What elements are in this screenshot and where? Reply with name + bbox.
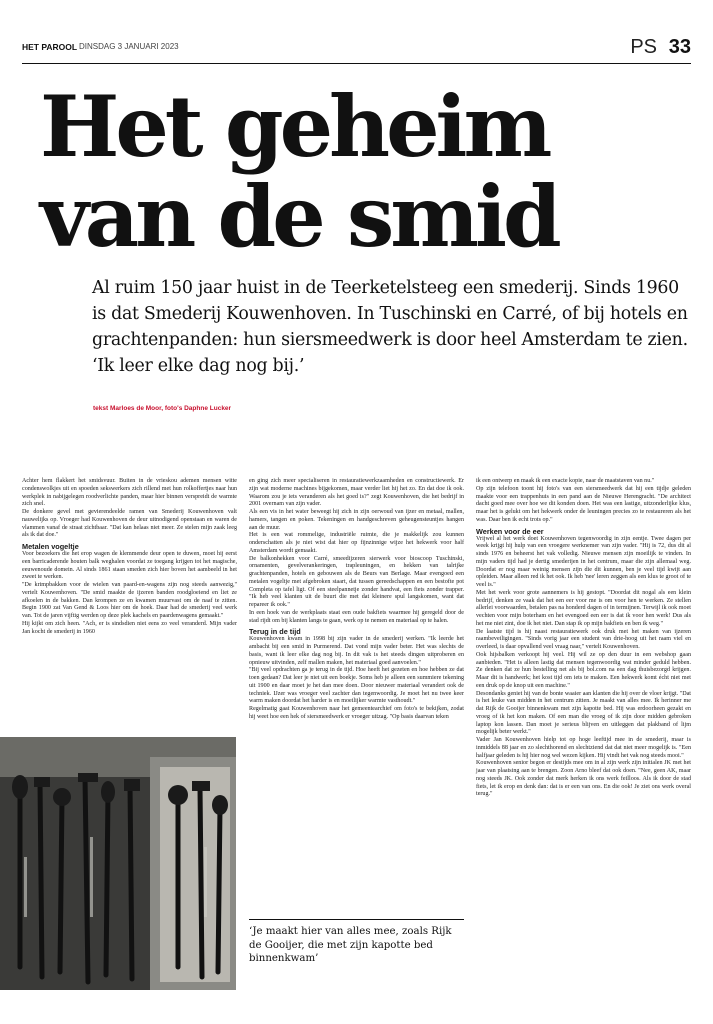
paragraph: Op zijn telefoon toont hij foto's van een siersmeedwerk dat hij een tijdje geleden maakte voor een trappenhuis in een pand aan de Nieuwe Herengracht. "De architect dacht goed mee over hoe we dit konden doen. Het was een lastige, uitzonderlijke klus, maar het is gelukt om het hekwerk onder de leuningen precies zo te restaureren als het was. Daar ben ik echt trots op." xyxy=(476,485,691,523)
paragraph: In een hoek van de werkplaats staat een oude bakfiets waarmee hij geregeld door de stad rijdt om bij klanten langs te gaan, werk op te nemen en materiaal op te halen. xyxy=(249,609,464,624)
paragraph: Kouwenhoven senior begon er destijds mee om in al zijn werk zijn initialen JK met het jaar van plaatsing aan te brengen. Zoon Arno bleef dat ook doen. "Nee, geen AK, maar nog steeds JK. Ook zonder dat merk herken ik ons werk feilloos. Als ik door de stad fiets, let ik erop en denk dan: dat is er een van ons. En die ook! Je ziet ons werk overal terug." xyxy=(476,760,691,798)
masthead xyxy=(22,36,691,62)
paragraph: "Bij veel opdrachten ga je terug in de tijd. Hoe heeft het gezeten en hoe hebben ze dat toen gedaan? Dat leer je niet uit een boekje. Soms heb je alleen een summiere tekening uit 1900 en daar moet je het dan mee doen. Door nieuwer materiaal verandert ook de techniek. IJzer was vroeger veel zachter dan tegenwoordig. Je moet het nu twee keer warm maken doordat het harder is en moeilijker warmte vasthoudt." xyxy=(249,667,464,705)
subheading: Metalen vogeltje xyxy=(22,542,79,551)
paragraph: ik een ontwerp en maak ik een exacte kopie, naar de maatstaven van nu." xyxy=(476,478,655,484)
paragraph: Met het werk voor grote aannemers is hij gestopt. "Doordat dit nogal als een klein bedrijf, denken ze vaak dat het een eer voor me is om voor hen te werken. Ze stellen allerlei voorwaarden, betalen pas na honderd dagen of in termijnen. Terwijl ik ook moet vechten voor mijn boterham en het evengoed een eer is dat ik voor hen werk! Dus als het me niet zint, doe ik het niet. Dan stap ik op mijn bakfiets en ben ik weg." xyxy=(476,589,691,627)
paragraph: Het is een wat rommelige, industriële ruimte, die je makkelijk zou kunnen onderschatten als je niet wist dat hier op fijnzinnige wijze het hekwerk voor half Amsterdam wordt gemaakt. xyxy=(249,532,464,554)
article-column-2 xyxy=(249,478,464,722)
paragraph: Kouwenhoven kwam in 1998 bij zijn vader in de smederij werken. "Ik leerde het ambacht bij een smid in Purmerend. Dat vond mijn vader beter. Het was slechts de basis, want ik leer elke dag nog bij. In dit vak is het steeds dingen uitproberen en opnieuw uitvinden, zelf mallen maken, het materiaal goed aanvoelen." xyxy=(249,636,464,666)
subheading: Werken voor de eer xyxy=(476,526,544,536)
article-column-1 xyxy=(22,478,237,636)
paragraph: Desondanks geniet hij van de bonte waaier aan klanten die hij over de vloer krijgt. "Dat is het leuke van midden in het centrum zitten. Je maakt van alles mee. Ik herinner me dat Rijk de Gooijer binnenkwam met zijn kapotte bed. Hij was erdoorheen gezakt en vroeg of ik het kon maken. Of een man die vroeg of ik zijn door midden gebroken laptop kon lassen. Dan moet je serieus blijven en uitleggen dat plakband of lijm mogelijk beter werkt." xyxy=(476,690,691,736)
article-column-3 xyxy=(476,478,691,799)
section-label: PS xyxy=(630,36,657,58)
issue-date: DINSDAG 3 JANUARI 2023 xyxy=(79,42,179,51)
paragraph: Achter hem flakkert het smidsvuur. Buiten in de vrieskou ademen mensen witte condenswolkjes uit en spoeden sekswerkers zich rillend met hun rolkoffertjes naar hun werkplek in nabijgelegen roodverlichte panden, maar hier binnen verspreidt de warmte zich snel. xyxy=(22,478,237,508)
paragraph: "De krimpbakken voor de wielen van paard-en-wagens zijn nog steeds aanwezig," vertelt Kouwenhoven. "De smid maakte de ijzeren banden roodgloeiend en liet ze afkoelen in de bakken. Dan krompen ze en kwamen muurvast om de naaf te zitten. Begin 1900 zat Van Gend & Loos hier om de hoek. Daar had de smederij veel werk van. Tot de jaren vijftig werden op deze plek kachels en paardenwagens gemaakt." xyxy=(22,582,237,619)
newspaper-name: HET PAROOL xyxy=(22,42,78,52)
paragraph: Voor bezoekers die het erop wagen de klemmende deur open te duwen, moet hij eerst een barricaderende houten balk weghalen voordat ze toegang krijgen tot het magische, eeuwenoude domein. Al sinds 1861 staan smeden zich hier boven het aambeeld in het zweet te werken. xyxy=(22,551,237,581)
smithy-tools-photo xyxy=(0,737,236,990)
paragraph: Regelmatig gaat Kouwenhoven naar het gemeentearchief om foto's te bekijken, zodat hij weet hoe een hek of siersmeedwerk er vroeger uitzag. "Op basis daarvan teken xyxy=(249,706,464,720)
page-number: 33 xyxy=(668,36,691,58)
headline-line-2: van de smid xyxy=(40,167,558,266)
masthead-rule xyxy=(22,63,691,64)
paragraph: en ging zich meer specialiseren in restauratiewerkzaamheden en constructiewerk. Er zijn wat moderne machines bijgekomen, maar verder liet hij het zo. En dat doe ik ook. Waarom zou je iets veranderen als het goed is?" zegt Kouwenhoven, die het bedrijf in 2001 overnam van zijn vader. xyxy=(249,478,464,508)
subheading: Terug in de tijd xyxy=(249,627,301,637)
pullquote-rule xyxy=(249,919,464,920)
paragraph: De laatste tijd is hij naast restauratiewerk ook druk met het maken van ijzeren raambeveiligingen. "Sinds vorig jaar een student van drie-hoog uit het raam viel en overleed, is daar opvallend veel vraag naar," vertelt Kouwenhoven. xyxy=(476,628,691,650)
paragraph: De balkonhekken voor Carré, smeedijzeren sierwerk voor bioscoop Tuschinski, ornamenten, gevelverankeringen, trapleuningen, en hekken van talrijke grachtenpanden, hotels en gebouwen als de Beurs van Berlage. Maar evengoed een metalen vogeltje met afgebroken staart, dat tussen gereedschappen en een bestofte pot Completa op tafel ligt. Of een steelpannetje zonder handvat, een fiets zonder trapper. "Ik heb veel klanten uit de buurt die met dat kleinere spul langskomen, want dat repareer ik ook." xyxy=(249,555,464,608)
paragraph: Hij kijkt om zich heen. "Ach, er is sindsdien niet eens zo veel veranderd. Mijn vader Jan kocht de smederij in 1960 xyxy=(22,620,237,635)
pullquote: ‘Je maakt hier van alles mee, zoals Rijk de Gooijer, die met zijn kapotte bed binnenkwam’ xyxy=(249,926,452,964)
intro-paragraph: Al ruim 150 jaar huist in de Teerketelsteeg een smederij. Sinds 1960 is dat Smederij Kouwenhoven. In Tuschinski en Carré, of bij hotels en grachtenpanden: hun siersmeedwerk is door heel Amsterdam te zien. ‘Ik leer elke dag nog bij.’ xyxy=(92,278,688,376)
paragraph: De donkere gevel met gevierendeelde ramen van Smederij Kouwenhoven valt nauwelijks op. Vroeger had Kouwenhoven de deur uitnodigend openstaan en waren de vlammen vanaf de straat zichtbaar. "Dat kan helaas niet meer. Ze stelen mijn zaak leeg als ik dat doe." xyxy=(22,509,237,539)
headline xyxy=(40,77,680,266)
paragraph: Vader Jan Kouwenhoven hielp tot op hoge leeftijd mee in de smederij, maar is inmiddels 88 jaar en zo slechthorend en slechtziend dat dat niet meer mogelijk is. "Een halfjaar geleden is hij hier nog wel wezen kijken. Hij vindt het vak nog steeds mooi." xyxy=(476,737,691,759)
paragraph: Ook hijsbalken verkoopt hij veel. Hij wil ze op den duur in een webshop gaan aanbieden. "Het is alleen lastig dat mensen tegenwoordig wat minder geduld hebben. Ze denken dat ze hun bestelling net als bij bol.com na een dag thuisbezorgd krijgen. Maar dit is handwerk; het kost tijd om iets te maken. Een hekwerk komt écht niet met een druk op de knop uit een machine." xyxy=(476,651,691,689)
headline-line-1: Het geheim xyxy=(40,77,549,176)
tools-illustration xyxy=(0,737,236,990)
byline: tekst Marloes de Moor, foto's Daphne Lucker xyxy=(93,405,232,412)
paragraph: Als een vis in het water beweegt hij zich in zijn oerwoud van ijzer en metaal, mallen, hamers, tangen en poken. Tekeningen en handgeschreven geheugensteuntjes hangen aan de muur. xyxy=(249,509,464,531)
paragraph: Vrijwel al het werk doet Kouwenhoven tegenwoordig in zijn eentje. Twee dagen per week krijgt hij hulp van een vroegere werknemer van zijn vader. "Hij is 72, dus dit al sinds 1976 en beheerst het vak volledig. Nieuwe mensen zijn moeilijk te vinden. In mijn vaders tijd had je dertig smederijen in het centrum, maar die zijn allemaal weg. Doordat er nog maar weinig mensen zijn die dit kunnen, ben je veel tijd kwijt aan opleiden. Maar alleen red ik het ook. Ik heb 'nee' leren zeggen als een klus te groot of te veel is." xyxy=(476,535,691,588)
